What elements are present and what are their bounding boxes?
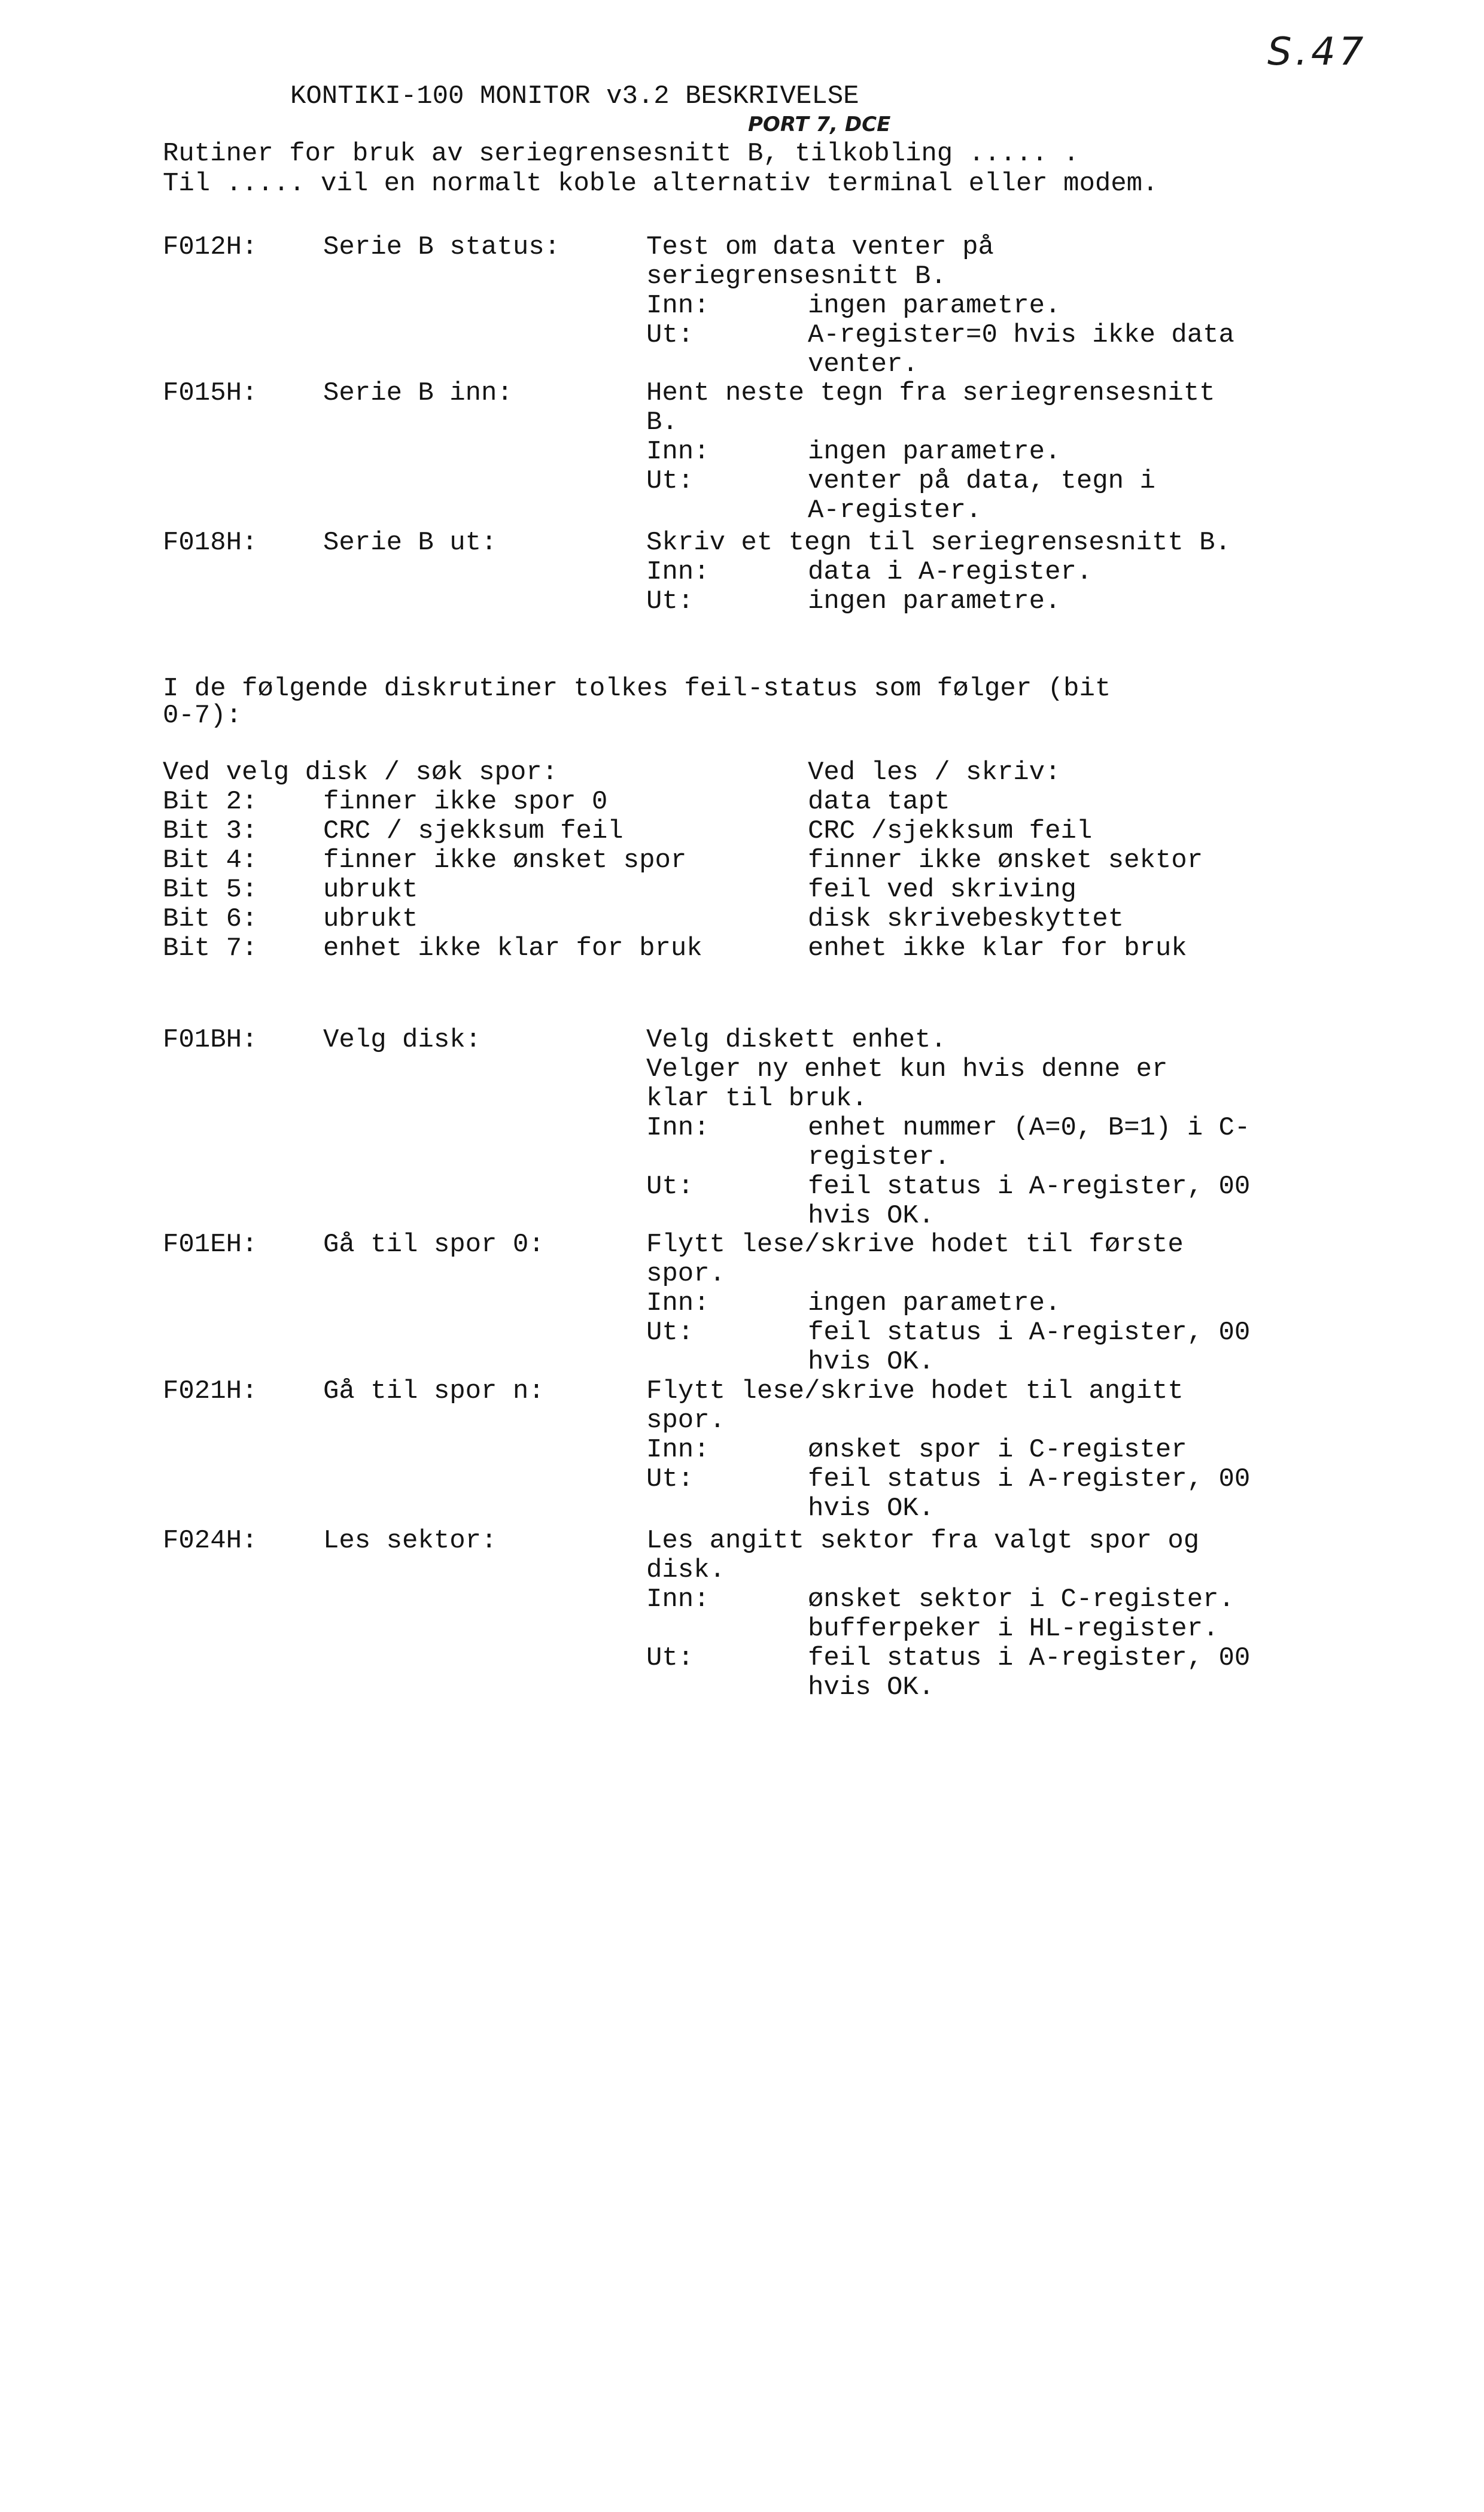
routine-address: F01EH: [163,1230,258,1260]
ut-value: feil status i A-register, 00 [808,1172,1251,1202]
status-intro-line-2: 0-7): [163,701,242,731]
routine-description: spor. [646,1406,726,1436]
bit-table-header-right: Ved les / skriv: [808,758,1061,787]
ut-label: Ut: [646,320,694,350]
ut-value: venter. [808,349,919,379]
status-intro-line-1: I de følgende diskrutiner tolkes feil-status som følger (bit [163,674,1111,704]
bit-rw-meaning: disk skrivebeskyttet [808,904,1124,934]
ut-label: Ut: [646,1318,694,1348]
routine-address: F021H: [163,1376,258,1406]
routine-name: Serie B status: [323,232,561,262]
ut-value: feil status i A-register, 00 [808,1318,1251,1348]
bit-label: Bit 5: [163,875,258,905]
routine-description: Hent neste tegn fra seriegrensesnitt [646,378,1215,408]
bit-seek-meaning: CRC / sjekksum feil [323,816,624,846]
ut-value: A-register. [808,495,982,525]
bit-label: Bit 6: [163,904,258,934]
intro-line-1: Rutiner for bruk av seriegrensesnitt B, tilkobling ..... . [163,139,1079,169]
document-title: KONTIKI-100 MONITOR v3.2 BESKRIVELSE [290,81,859,111]
bit-seek-meaning: finner ikke ønsket spor [323,846,687,875]
inn-value: data i A-register. [808,557,1093,587]
bit-label: Bit 2: [163,787,258,817]
bit-seek-meaning: enhet ikke klar for bruk [323,933,703,963]
bit-seek-meaning: ubrukt [323,904,418,934]
routine-description: Velger ny enhet kun hvis denne er [646,1054,1168,1084]
routine-description: disk. [646,1555,726,1585]
page-number: S.47 [1267,30,1367,74]
inn-label: Inn: [646,291,710,321]
routine-address: F012H: [163,232,258,262]
inn-value: register. [808,1142,950,1172]
inn-value: ønsket sektor i C-register. [808,1585,1234,1614]
handwritten-note: PORT 7, DCE [748,112,891,136]
ut-value: venter på data, tegn i [808,466,1155,496]
routine-address: F018H: [163,528,258,558]
bit-label: Bit 7: [163,933,258,963]
inn-value: ønsket spor i C-register [808,1435,1187,1465]
routine-description: spor. [646,1259,726,1289]
inn-label: Inn: [646,557,710,587]
ut-label: Ut: [646,1643,694,1673]
ut-label: Ut: [646,466,694,496]
inn-value: bufferpeker i HL-register. [808,1614,1219,1644]
routine-name: Gå til spor 0: [323,1230,545,1260]
inn-label: Inn: [646,1288,710,1318]
inn-value: enhet nummer (A=0, B=1) i C- [808,1113,1251,1143]
bit-seek-meaning: ubrukt [323,875,418,905]
bit-rw-meaning: enhet ikke klar for bruk [808,933,1187,963]
ut-value: hvis OK. [808,1347,935,1377]
routine-name: Velg disk: [323,1025,482,1055]
routine-description: B. [646,407,678,437]
ut-value: ingen parametre. [808,586,1061,616]
ut-label: Ut: [646,586,694,616]
routine-description: Velg diskett enhet. [646,1025,947,1055]
intro-line-2: Til ..... vil en normalt koble alternativ terminal eller modem. [163,169,1158,199]
bit-table-header-left: Ved velg disk / søk spor: [163,758,558,787]
routine-description: Flytt lese/skrive hodet til angitt [646,1376,1184,1406]
routine-address: F024H: [163,1526,258,1556]
bit-rw-meaning: data tapt [808,787,950,817]
ut-value: feil status i A-register, 00 [808,1464,1251,1494]
bit-label: Bit 4: [163,846,258,875]
ut-value: feil status i A-register, 00 [808,1643,1251,1673]
inn-label: Inn: [646,1435,710,1465]
ut-value: hvis OK. [808,1672,935,1702]
inn-value: ingen parametre. [808,1288,1061,1318]
inn-label: Inn: [646,437,710,467]
bit-label: Bit 3: [163,816,258,846]
bit-rw-meaning: CRC /sjekksum feil [808,816,1093,846]
ut-label: Ut: [646,1464,694,1494]
routine-description: klar til bruk. [646,1084,868,1114]
bit-rw-meaning: feil ved skriving [808,875,1076,905]
routine-description: Les angitt sektor fra valgt spor og [646,1526,1200,1556]
ut-value: A-register=0 hvis ikke data [808,320,1234,350]
routine-description: Flytt lese/skrive hodet til første [646,1230,1184,1260]
inn-value: ingen parametre. [808,437,1061,467]
routine-description: seriegrensesnitt B. [646,261,947,291]
bit-seek-meaning: finner ikke spor 0 [323,787,608,817]
inn-label: Inn: [646,1113,710,1143]
routine-description: Test om data venter på [646,232,994,262]
routine-name: Gå til spor n: [323,1376,545,1406]
ut-label: Ut: [646,1172,694,1202]
bit-rw-meaning: finner ikke ønsket sektor [808,846,1203,875]
inn-value: ingen parametre. [808,291,1061,321]
routine-name: Serie B inn: [323,378,513,408]
routine-description: Skriv et tegn til seriegrensesnitt B. [646,528,1231,558]
ut-value: hvis OK. [808,1494,935,1523]
routine-address: F01BH: [163,1025,258,1055]
routine-name: Serie B ut: [323,528,497,558]
routine-address: F015H: [163,378,258,408]
ut-value: hvis OK. [808,1201,935,1231]
inn-label: Inn: [646,1585,710,1614]
routine-name: Les sektor: [323,1526,497,1556]
